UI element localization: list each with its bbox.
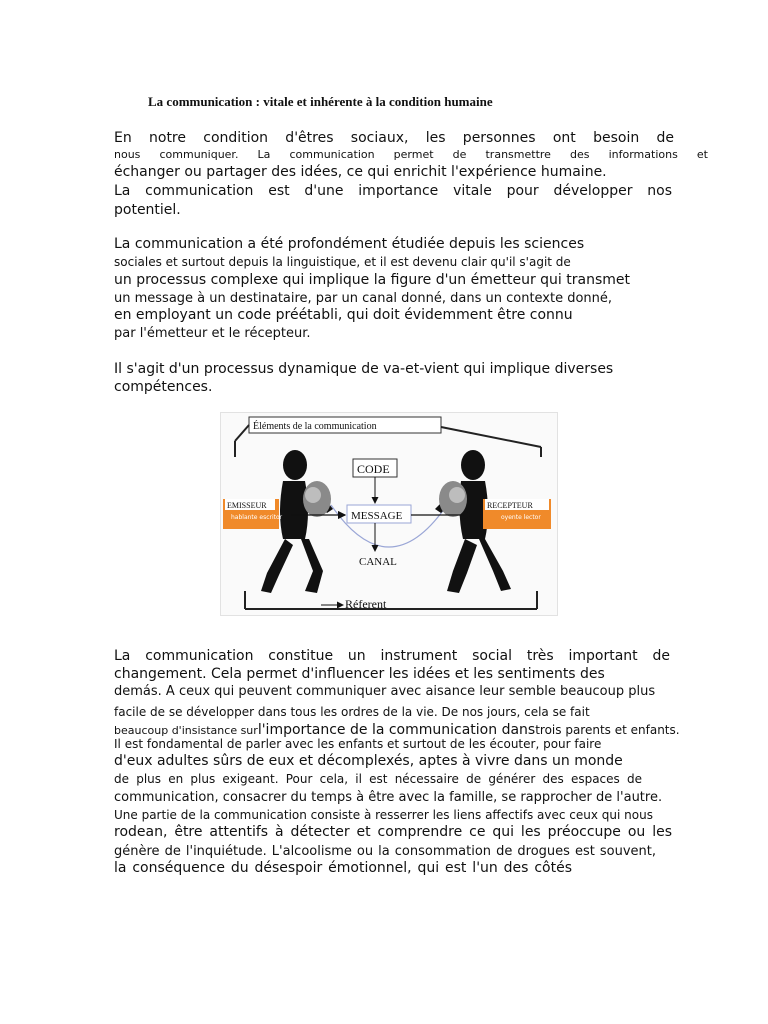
communication-diagram xyxy=(220,412,558,616)
text-line: sociales et surtout depuis la linguistique, et il est devenu clair qu'il s'agit de xyxy=(114,255,571,269)
message-label: MESSAGE xyxy=(351,510,403,522)
text-line: La communication est d'une importance vitale pour développer nos xyxy=(114,183,672,199)
text-line: la conséquence du désespoir émotionnel, qui est l'un des côtés xyxy=(114,860,572,876)
text-line: beaucoup d'insistance surl'importance de la communication danstrois parents et enfants. xyxy=(114,722,680,738)
referent-label: Réferent xyxy=(345,597,387,611)
text-line: par l'émetteur et le récepteur. xyxy=(114,326,311,341)
text-line: facile de se développer dans tous les ordres de la vie. De nos jours, cela se fait xyxy=(114,705,590,719)
text-line: génère de l'inquiétude. L'alcoolisme ou la consommation de drogues est souvent, xyxy=(114,844,656,859)
text-line: un processus complexe qui implique la figure d'un émetteur qui transmet xyxy=(114,272,630,288)
diagram-heading: Éléments de la communication xyxy=(253,421,377,432)
text-line: Il s'agit d'un processus dynamique de va-et-vient qui implique diverses xyxy=(114,361,614,377)
text-line: échanger ou partager des idées, ce qui enrichit l'expérience humaine. xyxy=(114,164,607,180)
diagram-canvas xyxy=(221,413,557,615)
text-line: changement. Cela permet d'influencer les idées et les sentiments des xyxy=(114,666,605,682)
document-title: La communication : vitale et inhérente à la condition humaine xyxy=(148,94,493,109)
text-line: compétences. xyxy=(114,379,213,395)
code-label: CODE xyxy=(357,462,390,476)
text-line: un message à un destinataire, par un canal donné, dans un contexte donné, xyxy=(114,291,613,306)
text-line: Il est fondamental de parler avec les enfants et surtout de les écouter, pour faire xyxy=(114,737,602,751)
emitter-bag xyxy=(303,481,331,517)
text-line: d'eux adultes sûrs de eux et décomplexés, aptes à vivre dans un monde xyxy=(114,753,623,769)
emitter-label: EMISSEUR xyxy=(227,501,267,510)
receiver-bag xyxy=(439,481,467,517)
text-line: Une partie de la communication consiste à resserrer les liens affectifs avec ceux qui nous xyxy=(114,808,653,822)
text-line: En notre condition d'êtres sociaux, les personnes ont besoin de xyxy=(114,130,674,146)
canal-label: CANAL xyxy=(359,556,397,568)
receiver-label: RECEPTEUR xyxy=(487,501,533,510)
text-line: nous communiquer. La communication permet de transmettre des informations et xyxy=(114,148,708,161)
text-line: La communication a été profondément étudiée depuis les sciences xyxy=(114,236,585,252)
text-line: rodean, être attentifs à détecter et comprendre ce qui les préoccupe ou les xyxy=(114,824,672,840)
receiver-sub: oyente lector xyxy=(501,514,541,521)
text-line: potentiel. xyxy=(114,202,181,218)
text-line: en employant un code préétabli, qui doit évidemment être connu xyxy=(114,307,573,323)
text-line: communication, consacrer du temps à être avec la famille, se rapprocher de l'autre. xyxy=(114,790,663,805)
text-line: de plus en plus exigeant. Pour cela, il est nécessaire de générer des espaces de xyxy=(114,772,642,786)
emitter-sub: hablante escritor xyxy=(231,514,283,521)
text-line: La communication constitue un instrument social très important de xyxy=(114,648,670,664)
text-line: demás. A ceux qui peuvent communiquer avec aisance leur semble beaucoup plus xyxy=(114,684,656,699)
